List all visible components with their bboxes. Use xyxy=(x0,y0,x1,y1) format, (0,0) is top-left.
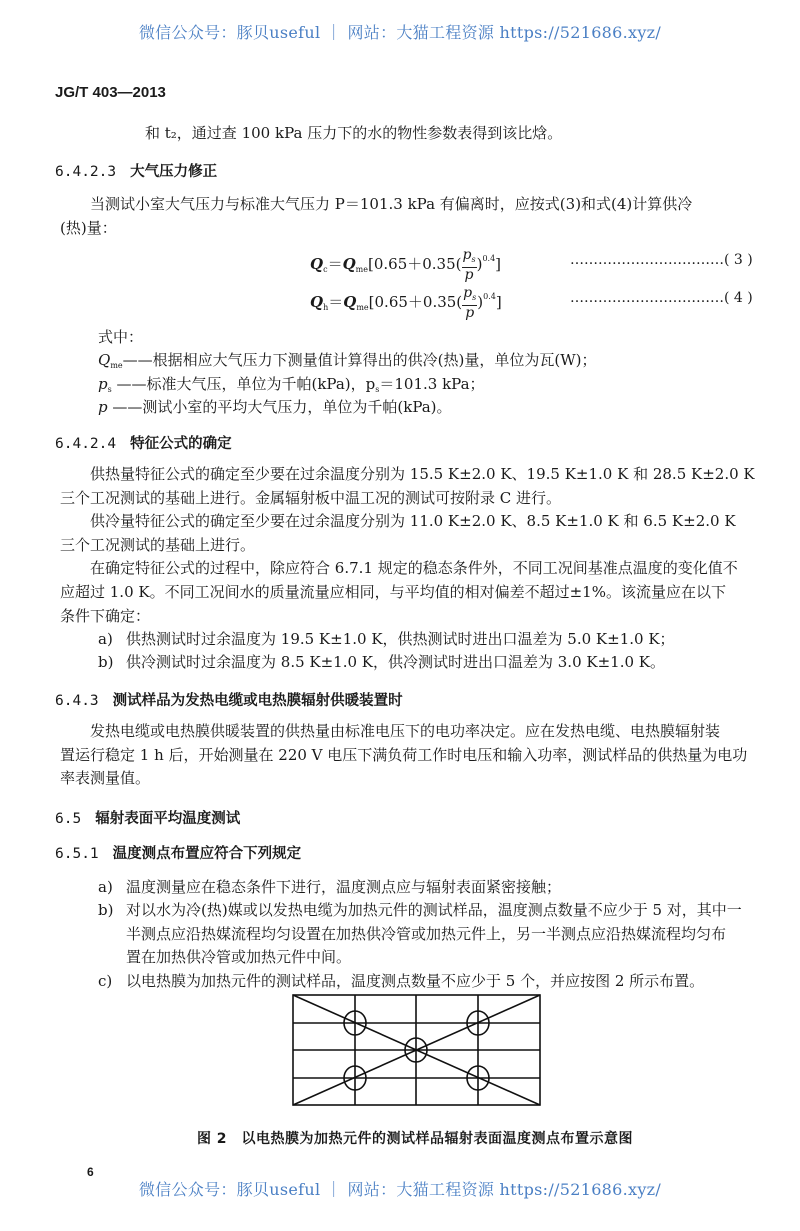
figure-caption: 图 2 以电热膜为加热元件的测试样品辐射表面温度测点布置示意图 xyxy=(196,1131,634,1147)
heading-6-5 xyxy=(55,807,240,828)
paragraph-characteristic-formula: 供热量特征公式的确定至少要在过余温度分别为 15.5 K±2.0 K、19.5 K±1.0 K 和 28.5 K±2.0 K 三个工况测试的基础上进行。金属辐射板中温工况的测试可按附录 C 进行。 供冷量特征公式的确定至少要在过余温度分别为 11.0 K±2.0 K、8.5 K±1.0 K 和 6.5 K±2.0 K 三个工况测试的基础上进行。 在确定特征公式的过程中，除应符合 6.7.1 规定的稳态条件外，不同工况间基准点温度的变化值不 应超过 1.0 K。不同工况间水的质量流量应相同，与平均值的相对偏差不超过±1%。该流量应在以下 条件下确定： xyxy=(60,465,755,625)
section-title: 温度测点布置应符合下列规定 xyxy=(112,846,302,862)
list-item-a: a) 温度测量应在稳态条件下进行，温度测点应与辐射表面紧密接触； xyxy=(98,878,562,896)
section-number: 6.4.2.3 xyxy=(55,164,117,180)
watermark-bottom: 微信公众号：豚贝useful ｜ 网站：大猫工程资源 https://521686.xyz/ xyxy=(138,1180,662,1199)
section-title: 测试样品为发热电缆或电热膜辐射供暖装置时 xyxy=(112,693,403,709)
section-title: 辐射表面平均温度测试 xyxy=(95,811,241,827)
list-item-b-continued: 置在加热供冷管或加热元件中间。 xyxy=(126,948,352,966)
formula-3: $Q_c=Q_{me}[0.65+0.35$( $\frac{p_s}{p}$ )$^{0.4}$] xyxy=(310,247,502,283)
section-number: 6.4.3 xyxy=(55,693,99,709)
equation-number-3: ……………………………( 3 ) xyxy=(570,252,753,268)
section-number: 6.5.1 xyxy=(55,846,99,862)
heading-6-4-2-3 xyxy=(55,160,217,181)
section-title: 特征公式的确定 xyxy=(130,436,232,452)
section-number: 6.5 xyxy=(55,811,82,827)
equation-number-4: ……………………………( 4 ) xyxy=(570,290,753,306)
definition-qme: $Q_{me}——$根据相应大气压力下测量值计算得出的供冷(热)量，单位为瓦(W)； xyxy=(98,351,597,370)
definition-ps: $p_s$ ——标准大气压，单位为千帕(kPa)，$p_s=101.3$ kPa； xyxy=(98,375,485,394)
text-line: (热)量： xyxy=(60,218,117,237)
list-item-b-continued: 半测点应沿热媒流程均匀设置在加热供冷管或加热元件上，另一半测点应沿热媒流程均匀布 xyxy=(126,925,727,943)
list-item-b: b) 对以水为冷(热)媒或以发热电缆为加热元件的测试样品，温度测点数量不应少于 5 对，其中一 xyxy=(98,901,742,919)
section-title: 大气压力修正 xyxy=(130,164,218,180)
watermark-top: 微信公众号：豚贝useful ｜ 网站：大猫工程资源 https://521686.xyz/ xyxy=(138,23,662,42)
section-number: 6.4.2.4 xyxy=(55,436,117,452)
fraction: $\frac{p_s}{p}$ xyxy=(463,285,477,321)
standard-code: JG/T 403—2013 xyxy=(55,84,166,101)
list-item-a: a) 供热测试时过余温度为 19.5 K±1.0 K，供热测试时进出口温差为 5.0 K±1.0 K； xyxy=(98,630,675,648)
list-item-c: c) 以电热膜为加热元件的测试样品，温度测点数量不应少于 5 个，并应按图 2 所示布置。 xyxy=(98,972,705,990)
formula-4: $Q_h=Q_{me}[0.65+0.35$( $\frac{p_s}{p}$ )$^{0.4}$] xyxy=(310,285,502,321)
definition-p: p ——测试小室的平均大气压力，单位为千帕(kPa)。 xyxy=(98,398,452,416)
page-number: 6 xyxy=(87,1165,94,1179)
paragraph-electric-heating: 发热电缆或电热膜供暖装置的供热量由标准电压下的电功率决定。应在发热电缆、电热膜辐射装 置运行稳定 1 h 后，开始测量在 220 V 电压下满负荷工作时电压和输入功率，测试样品的供热量为电功 率表测量值。 xyxy=(60,722,748,788)
heading-6-4-3 xyxy=(55,689,403,710)
list-item-b: b) 供冷测试时过余温度为 8.5 K±1.0 K，供冷测试时进出口温差为 3.0 K±1.0 K。 xyxy=(98,653,665,671)
where-label: 式中： xyxy=(98,328,144,346)
figure-measuring-point-layout xyxy=(290,992,544,1108)
heading-6-5-1 xyxy=(55,842,301,863)
fraction: $\frac{p_s}{p}$ xyxy=(462,247,476,283)
continuation-line: 和 t₂，通过查 100 kPa 压力下的水的物性参数表得到该比焓。 xyxy=(145,124,563,142)
heading-6-4-2-4 xyxy=(55,432,232,453)
paragraph-pressure-correction xyxy=(60,193,772,240)
text-line: 当测试小室大气压力与标准大气压力 P＝101.3 kPa 有偏离时，应按式(3)和式(4)计算供冷 xyxy=(90,195,693,213)
